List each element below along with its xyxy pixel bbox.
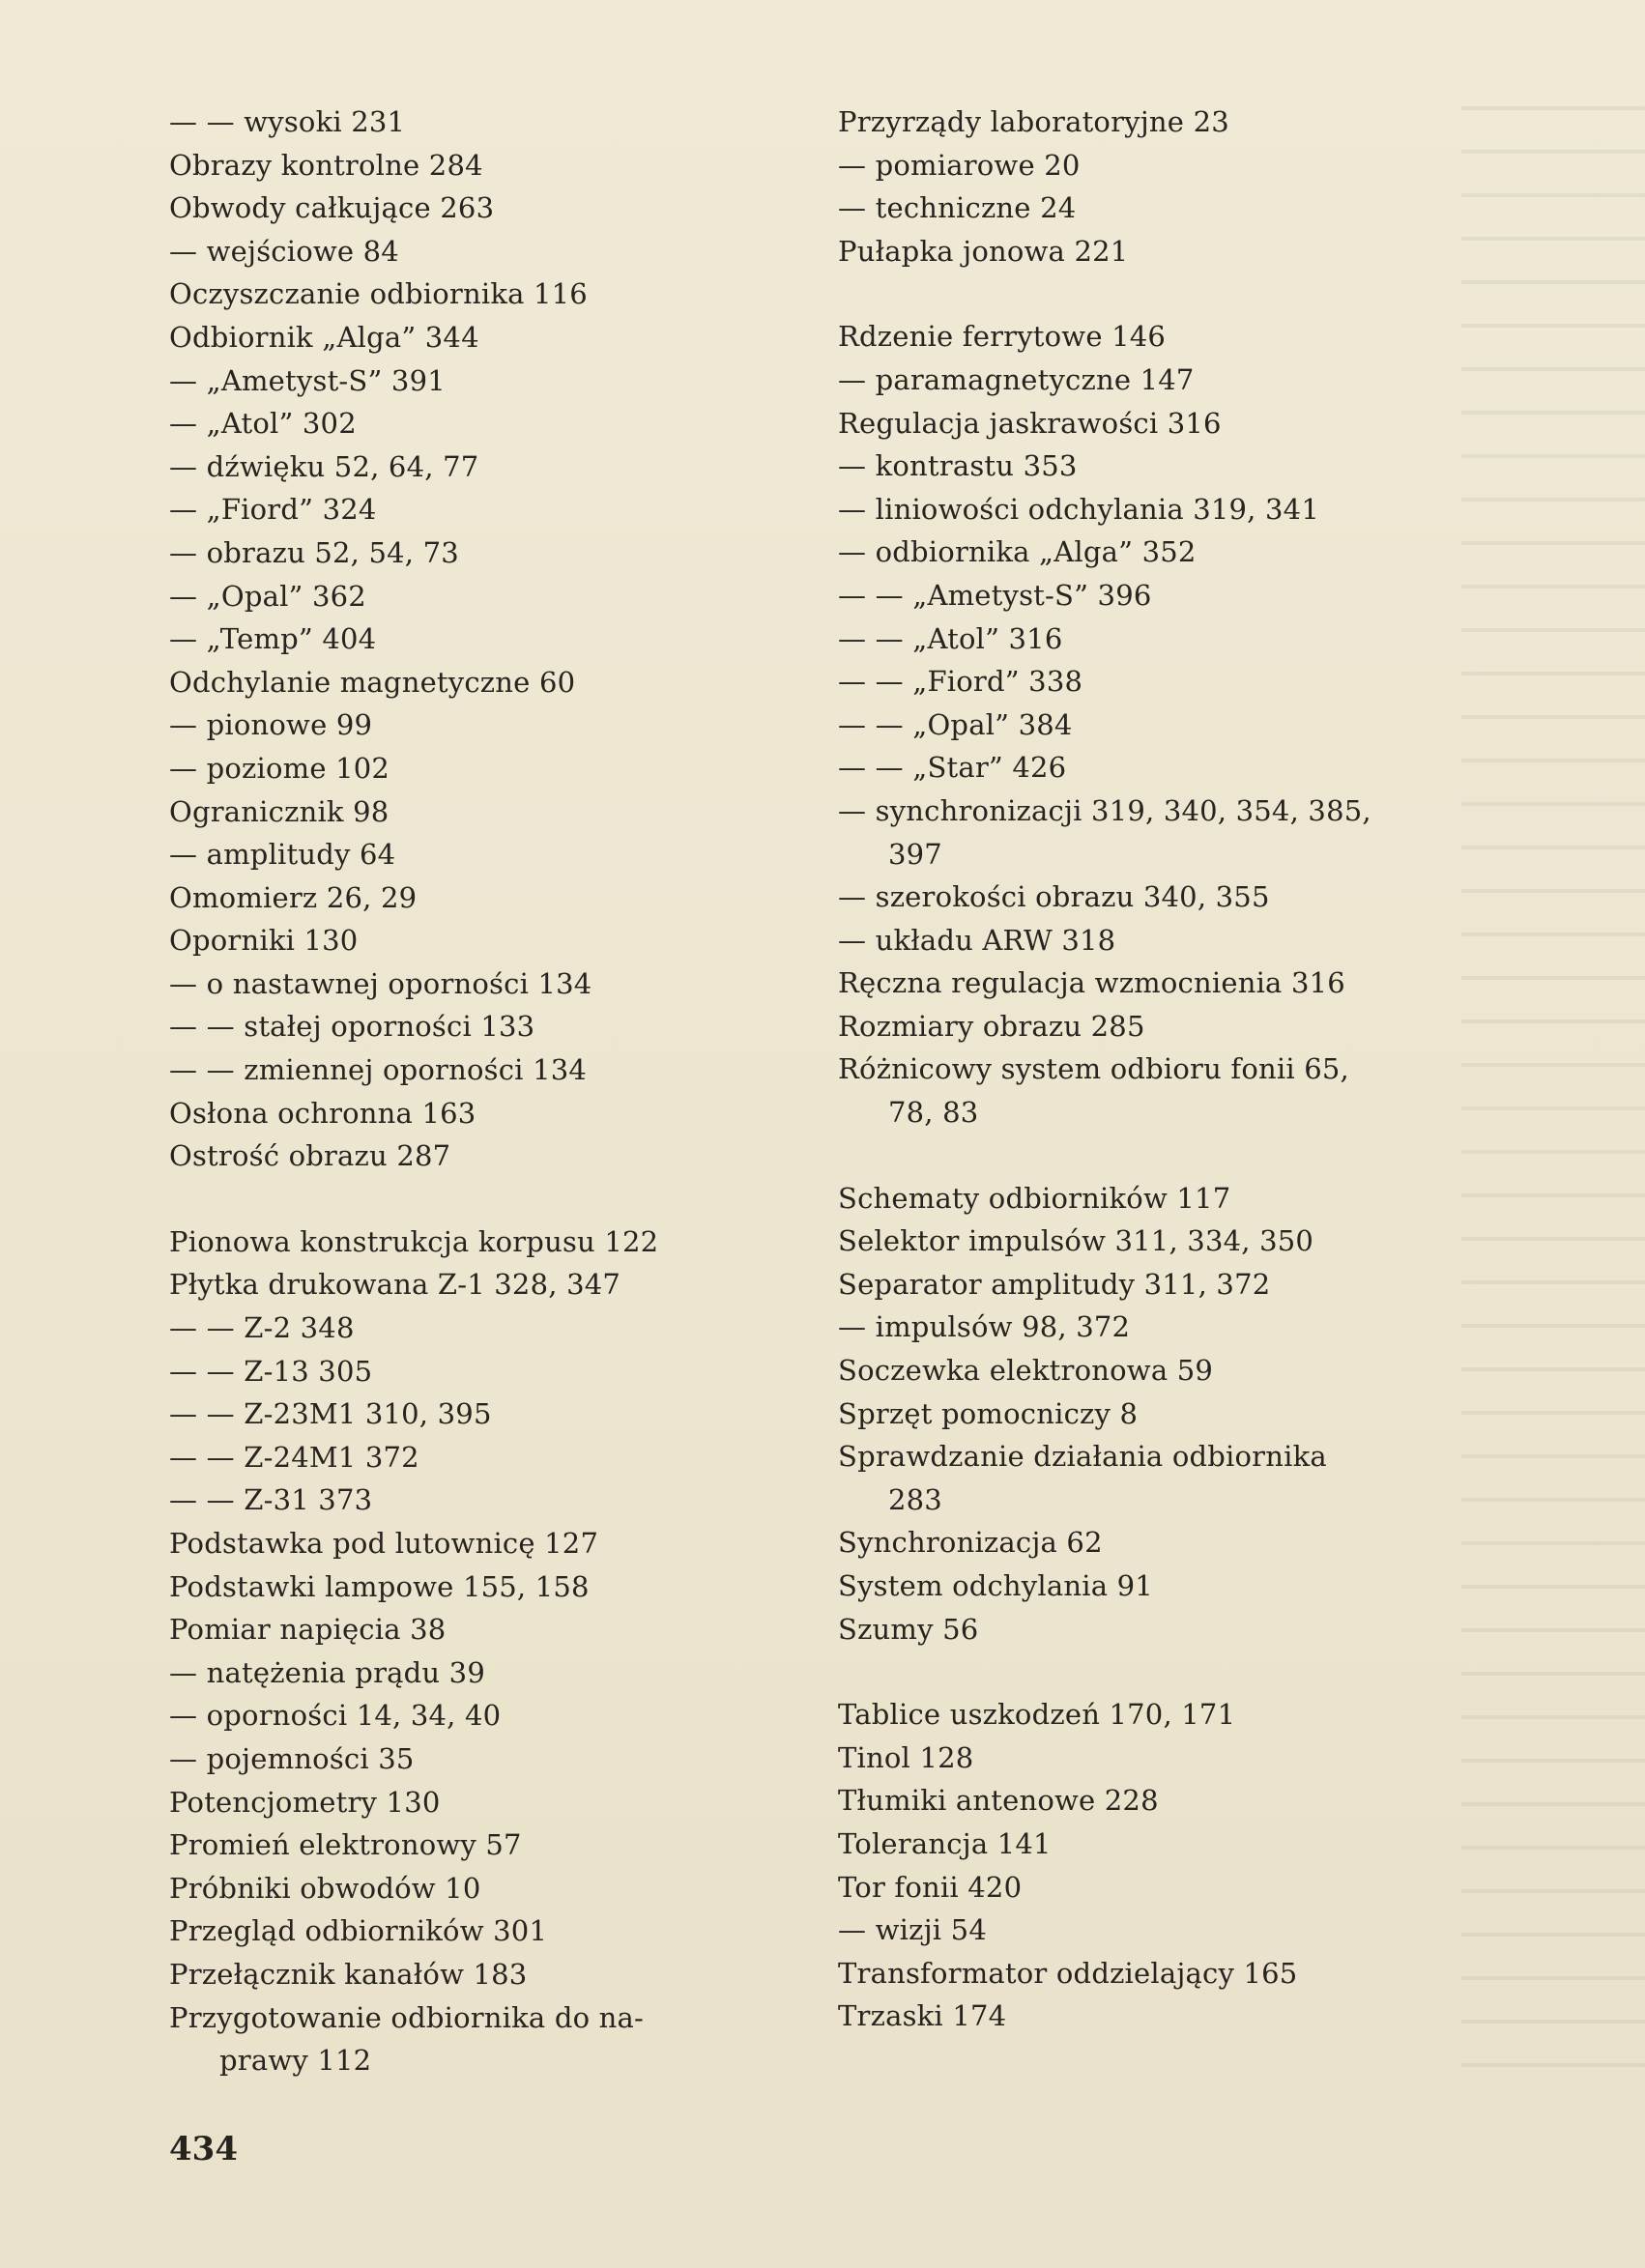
index-entry: Przyrządy laboratoryjne 23 xyxy=(838,105,1229,138)
index-entry: — — Z-31 373 xyxy=(169,1483,373,1517)
index-entry: Tor fonii 420 xyxy=(838,1870,1023,1904)
index-entry: — techniczne 24 xyxy=(838,191,1077,225)
index-entry: — poziome 102 xyxy=(169,751,390,785)
index-entry: Rozmiary obrazu 285 xyxy=(838,1009,1145,1043)
index-entry: System odchylania 91 xyxy=(838,1569,1153,1602)
index-entry: — „Ametyst-S” 391 xyxy=(169,363,446,397)
index-column-left xyxy=(169,100,797,2082)
index-entry: Synchronizacja 62 xyxy=(838,1526,1103,1560)
index-entry: — pionowe 99 xyxy=(169,708,373,742)
index-entry: Płytka drukowana Z-1 328, 347 xyxy=(169,1268,621,1302)
index-entry: — impulsów 98, 372 xyxy=(838,1310,1131,1344)
index-entry: — amplitudy 64 xyxy=(169,838,396,872)
index-entry: Ręczna regulacja wzmocnienia 316 xyxy=(838,966,1345,1000)
index-entry: Soczewka elektronowa 59 xyxy=(838,1354,1214,1388)
index-entry-continuation: prawy 112 xyxy=(219,2044,372,2078)
index-entry: — natężenia prądu 39 xyxy=(169,1655,485,1689)
index-entry: Separator amplitudy 311, 372 xyxy=(838,1267,1271,1301)
index-entry: — pomiarowe 20 xyxy=(838,148,1081,182)
index-entry: Tolerancja 141 xyxy=(838,1826,1052,1860)
index-entry: — — wysoki 231 xyxy=(169,105,406,138)
index-entry: — — „Fiord” 338 xyxy=(838,665,1083,699)
index-entry: — szerokości obrazu 340, 355 xyxy=(838,880,1270,914)
index-entry: — oporności 14, 34, 40 xyxy=(169,1699,502,1733)
index-entry: Tłumiki antenowe 228 xyxy=(838,1784,1159,1818)
index-entry: Przegląd odbiorników 301 xyxy=(169,1914,548,1948)
index-entry: Podstawki lampowe 155, 158 xyxy=(169,1569,590,1603)
index-entry: — — zmiennej oporności 134 xyxy=(169,1053,588,1087)
index-entry: Pomiar napięcia 38 xyxy=(169,1613,447,1647)
index-entry: — „Fiord” 324 xyxy=(169,493,377,527)
index-entry: Obwody całkujące 263 xyxy=(169,191,495,225)
index-entry: — synchronizacji 319, 340, 354, 385, xyxy=(838,793,1371,827)
index-entry: — — stałej oporności 133 xyxy=(169,1010,535,1044)
index-column-right xyxy=(838,100,1466,2038)
index-entry: Różnicowy system odbioru fonii 65, xyxy=(838,1052,1349,1086)
index-entry: Ostrość obrazu 287 xyxy=(169,1139,451,1173)
index-entry: — — „Atol” 316 xyxy=(838,621,1063,655)
index-entry: — paramagnetyczne 147 xyxy=(838,362,1195,396)
index-entry: Promień elektronowy 57 xyxy=(169,1828,522,1862)
index-entry: Ogranicznik 98 xyxy=(169,794,390,828)
index-entry: — układu ARW 318 xyxy=(838,923,1116,957)
index-entry: Potencjometry 130 xyxy=(169,1785,441,1819)
index-entry: — o nastawnej oporności 134 xyxy=(169,966,592,1000)
index-entry: — kontrastu 353 xyxy=(838,449,1078,483)
index-entry: Przełącznik kanałów 183 xyxy=(169,1957,528,1991)
index-entry: — — Z-23M1 310, 395 xyxy=(169,1397,492,1431)
index-entry: Pułapka jonowa 221 xyxy=(838,234,1129,268)
index-entry: — — Z-13 305 xyxy=(169,1354,373,1388)
index-entry: Tablice uszkodzeń 170, 171 xyxy=(838,1698,1236,1732)
index-entry: Trzaski 174 xyxy=(838,1999,1007,2033)
page-number: 434 xyxy=(169,2130,238,2168)
index-entry: Omomierz 26, 29 xyxy=(169,880,418,914)
index-entry: Próbniki obwodów 10 xyxy=(169,1871,481,1905)
index-entry: Regulacja jaskrawości 316 xyxy=(838,406,1222,440)
index-entry: — — „Star” 426 xyxy=(838,751,1067,785)
index-entry: — — Z-24M1 372 xyxy=(169,1440,419,1474)
index-entry: Szumy 56 xyxy=(838,1612,979,1646)
show-through-text xyxy=(1461,77,1645,2107)
index-entry: — obrazu 52, 54, 73 xyxy=(169,535,459,569)
index-entry: — odbiornika „Alga” 352 xyxy=(838,535,1197,569)
index-entry: Oczyszczanie odbiornika 116 xyxy=(169,277,588,311)
index-entry: Osłona ochronna 163 xyxy=(169,1096,476,1130)
index-entry: Odchylanie magnetyczne 60 xyxy=(169,665,576,699)
index-entry: — — „Ametyst-S” 396 xyxy=(838,578,1152,612)
index-entry: Oporniki 130 xyxy=(169,924,359,958)
index-entry-continuation: 78, 83 xyxy=(888,1096,979,1130)
index-entry: Sprawdzanie działania odbiornika xyxy=(838,1440,1327,1474)
index-entry-continuation: 283 xyxy=(888,1482,942,1516)
index-entry: — wejściowe 84 xyxy=(169,234,399,268)
index-entry: Tinol 128 xyxy=(838,1740,974,1774)
index-entry: Transformator oddzielający 165 xyxy=(838,1956,1298,1990)
index-entry: — pojemności 35 xyxy=(169,1741,415,1775)
index-entry: Przygotowanie odbiornika do na- xyxy=(169,2000,645,2034)
index-entry: Obrazy kontrolne 284 xyxy=(169,148,483,182)
index-entry: — wizji 54 xyxy=(838,1913,987,1947)
index-entry: — liniowości odchylania 319, 341 xyxy=(838,492,1319,526)
index-entry: Odbiornik „Alga” 344 xyxy=(169,320,479,354)
index-entry: Schematy odbiorników 117 xyxy=(838,1181,1231,1215)
index-entry: Rdzenie ferrytowe 146 xyxy=(838,320,1167,354)
index-entry: Selektor impulsów 311, 334, 350 xyxy=(838,1224,1314,1258)
index-entry: Pionowa konstrukcja korpusu 122 xyxy=(169,1224,659,1258)
index-entry-continuation: 397 xyxy=(888,837,942,871)
index-entry: — „Temp” 404 xyxy=(169,622,377,656)
index-entry: — — Z-2 348 xyxy=(169,1311,355,1345)
index-entry: Sprzęt pomocniczy 8 xyxy=(838,1396,1139,1430)
index-entry: — dźwięku 52, 64, 77 xyxy=(169,449,479,483)
index-entry: — „Atol” 302 xyxy=(169,407,357,441)
index-entry: — — „Opal” 384 xyxy=(838,707,1073,741)
index-entry: Podstawka pod lutownicę 127 xyxy=(169,1527,599,1560)
index-entry: — „Opal” 362 xyxy=(169,579,366,613)
